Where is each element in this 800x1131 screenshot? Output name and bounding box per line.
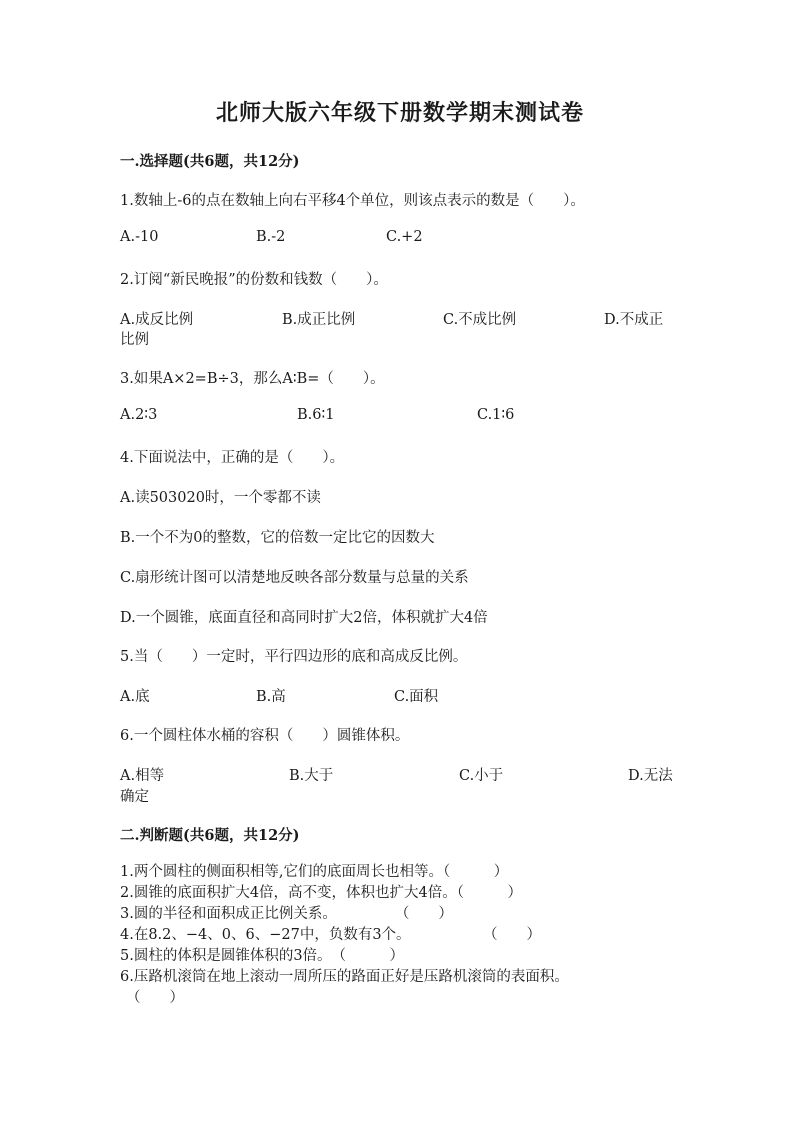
page-title: 北师大版六年级下册数学期末测试卷: [215, 100, 584, 126]
question-6-option-d: D.无法: [628, 768, 673, 784]
judgment-item-3: 3.圆的半径和面积成正比例关系。 （ ）: [120, 906, 453, 922]
judgment-item-6: 6.压路机滚筒在地上滚动一周所压的路面正好是压路机滚筒的表面积。: [120, 969, 569, 985]
question-4-option-c: C.扇形统计图可以清楚地反映各部分数量与总量的关系: [120, 570, 469, 586]
question-4-option-d: D.一个圆锥，底面直径和高同时扩大2倍，体积就扩大4倍: [120, 610, 488, 626]
question-5-option-b: B.高: [256, 689, 286, 705]
question-6-option-b: B.大于: [289, 768, 334, 784]
question-3-option-a: A.2∶3: [120, 407, 158, 423]
question-1-option-c: C.+2: [386, 229, 423, 245]
question-4-option-b: B.一个不为0的整数，它的倍数一定比它的因数大: [120, 530, 435, 546]
question-1-option-b: B.-2: [256, 229, 286, 245]
judgment-item-4: 4.在8.2、−4、0、6、−27中，负数有3个。 （ ）: [120, 927, 542, 943]
question-4-option-a: A.读503020时，一个零都不读: [120, 490, 321, 506]
question-2-option-a: A.成反比例: [120, 312, 194, 328]
question-6-option-d-wrap: 确定: [120, 789, 149, 805]
question-1-option-a: A.-10: [120, 229, 159, 245]
question-4-stem: 4.下面说法中，正确的是（ ）。: [120, 450, 345, 466]
question-5-option-c: C.面积: [394, 689, 439, 705]
question-3-stem: 3.如果A×2=B÷3，那么A∶B=（ ）。: [120, 371, 385, 387]
question-2-option-b: B.成正比例: [282, 312, 356, 328]
judgment-item-5: 5.圆柱的体积是圆锥体积的3倍。 （ ）: [120, 948, 405, 964]
question-2-stem: 2.订阅“新民晚报”的份数和钱数（ ）。: [120, 272, 388, 288]
question-2-option-d-wrap: 比例: [120, 332, 149, 348]
question-5-stem: 5.当（ ）一定时，平行四边形的底和高成反比例。: [120, 649, 468, 665]
question-6-stem: 6.一个圆柱体水桶的容积（ ）圆锥体积。: [120, 728, 410, 744]
question-5-option-a: A.底: [120, 689, 150, 705]
question-3-option-b: B.6∶1: [297, 407, 335, 423]
question-2-option-d: D.不成正: [604, 312, 664, 328]
section-heading-true-false: 二.判断题(共6题，共12分): [120, 827, 300, 844]
section-heading-choice: 一.选择题(共6题，共12分): [120, 153, 300, 170]
question-2-option-c: C.不成比例: [443, 312, 517, 328]
judgment-item-2: 2.圆锥的底面积扩大4倍，高不变，体积也扩大4倍。（ ）: [120, 885, 523, 901]
question-6-option-a: A.相等: [120, 768, 165, 784]
question-3-option-c: C.1∶6: [477, 407, 515, 423]
judgment-item-1: 1.两个圆柱的侧面积相等,它们的底面周长也相等。（ ）: [120, 864, 509, 880]
question-6-option-c: C.小于: [459, 768, 504, 784]
judgment-item-6-answer-bracket: （ ）: [126, 990, 184, 1006]
question-1-stem: 1.数轴上-6的点在数轴上向右平移4个单位，则该点表示的数是（ ）。: [120, 193, 585, 209]
